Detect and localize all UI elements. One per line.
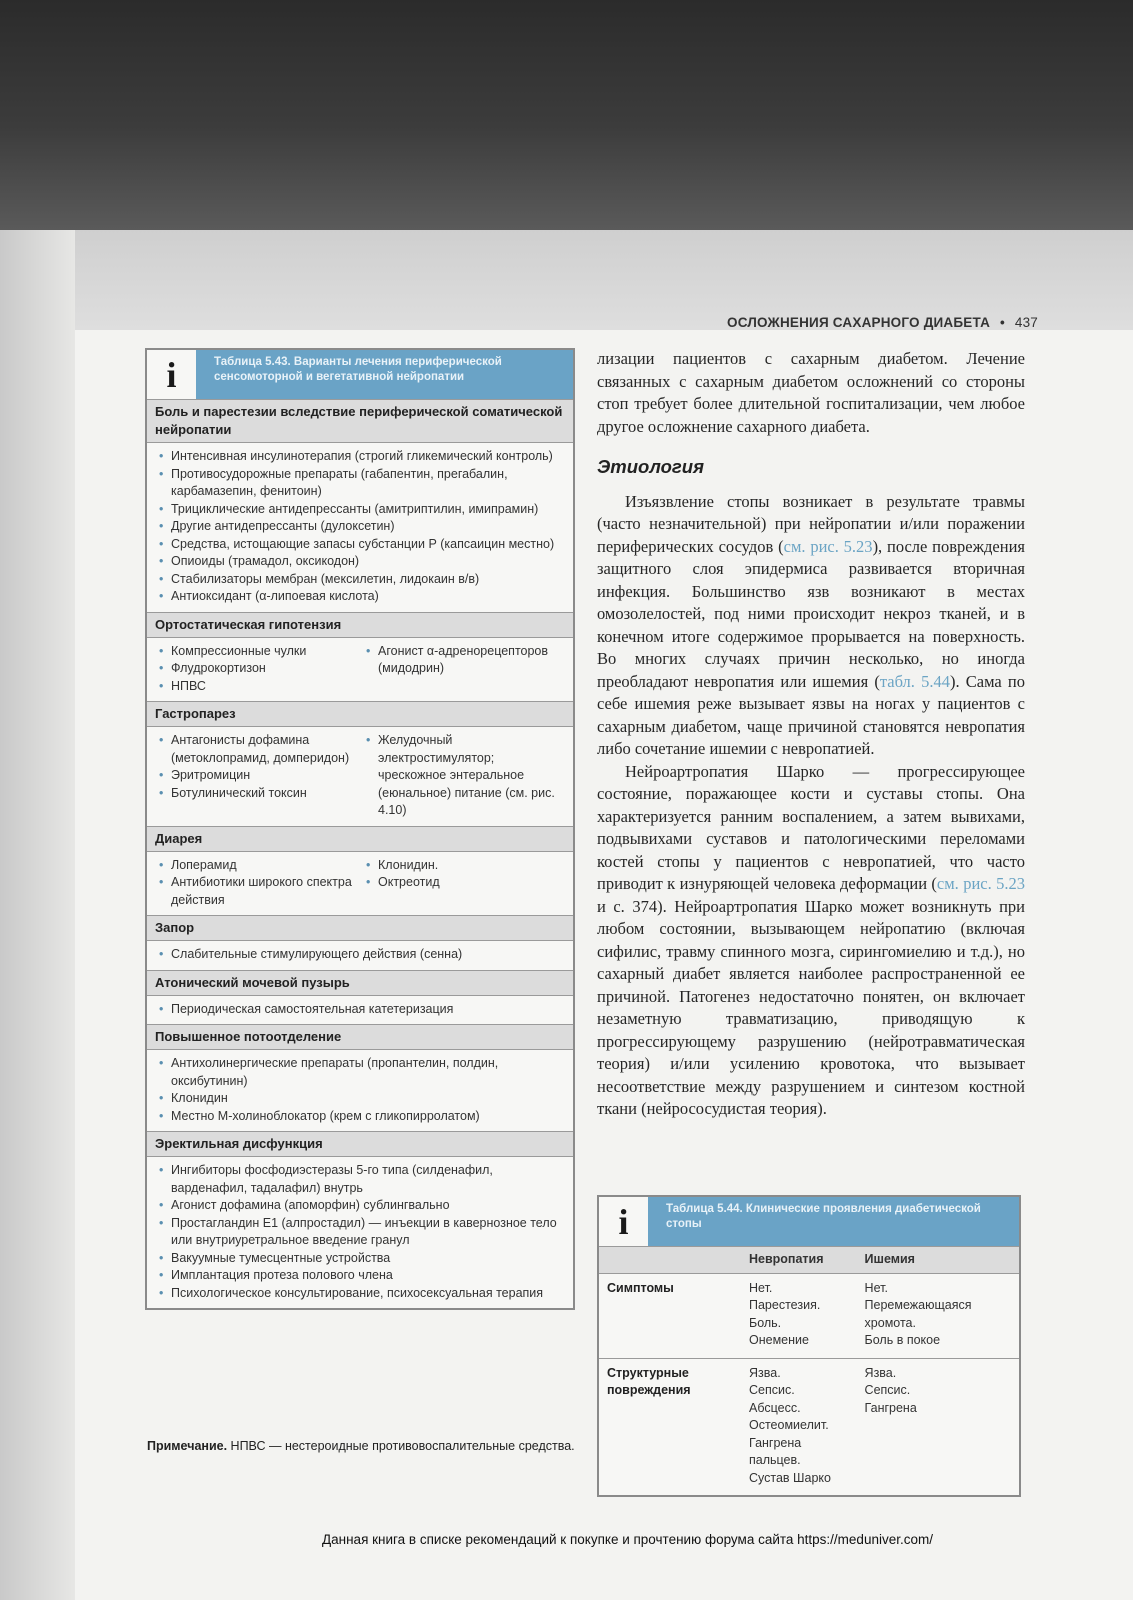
list-item: • Другие антидепрессанты (дулоксетин) xyxy=(157,518,563,536)
section-heading: Запор xyxy=(147,915,573,941)
list-item: • Интенсивная инсулинотерапия (строгий гликемический контроль) xyxy=(157,448,563,466)
section-heading: Атонический мочевой пузырь xyxy=(147,970,573,996)
table-cell xyxy=(741,1273,857,1358)
list-item: • Клонидин xyxy=(157,1090,563,1108)
cell-line: Сепсис. xyxy=(864,1383,911,1397)
list-item: • Эритромицин xyxy=(157,767,356,785)
section-body xyxy=(147,1050,573,1131)
list-item: • Клонидин. xyxy=(364,857,563,875)
cell-line: Нет. xyxy=(864,1280,888,1295)
text-run: Изъязвление стопы возникает в результате травмы (часто незначительной) при нейропатии и/или поражении периферических сосудов ( xyxy=(597,491,1025,556)
treatment-list xyxy=(157,1162,563,1302)
column-header: Невропатия xyxy=(741,1247,857,1274)
list-item: • Средства, истощающие запасы субстанции Р (капсаицин местно) xyxy=(157,536,563,554)
list-item: • Слабительные стимулирующего действия (сенна) xyxy=(157,946,563,964)
table-link[interactable]: табл. 5.44 xyxy=(879,671,950,691)
section-title: Этиология xyxy=(597,456,704,477)
figure-link[interactable]: см. рис. 5.23 xyxy=(936,874,1025,893)
cell-line: Абсцесс. xyxy=(749,1400,801,1415)
section-heading: Ортостатическая гипотензия xyxy=(147,612,573,638)
table-5-43-header xyxy=(147,350,573,399)
list-item: • Антибиотики широкого спектра действия xyxy=(157,874,356,909)
treatment-list xyxy=(364,643,563,696)
list-item: • Антихолинергические препараты (пропантелин, полдин, оксибутинин) xyxy=(157,1055,563,1090)
running-head-separator: • xyxy=(999,315,1005,330)
treatment-list xyxy=(364,732,563,820)
cell-line: Гангрена пальцев. xyxy=(749,1435,802,1467)
table-5-43-title: Таблица 5.43. Варианты лечения периферической сенсомоторной и вегетативной нейропатии xyxy=(196,350,573,399)
table-note xyxy=(147,1437,577,1455)
column-header: Ишемия xyxy=(857,1247,1019,1274)
section-body xyxy=(147,852,573,916)
text-run: ), после повреждения защитного слоя эпидермиса развивается вторичная инфекция. Большинство язв возникают в местах омозолелостей, под ними происходит некроз тканей, и в конечном итоге содержимое прорывается на поверхность. Во многих случаях причин несколько, но иногда преобладают невропатия или ишемия ( xyxy=(597,536,1025,691)
table-5-43 xyxy=(145,348,575,1310)
list-item: • Местно М-холиноблокатор (крем с гликопирролатом) xyxy=(157,1108,563,1126)
footer-notice: Данная книга в списке рекомендаций к покупке и прочтению форума сайта https://meduniver.com/ xyxy=(322,1532,933,1547)
running-head-title: ОСЛОЖНЕНИЯ САХАРНОГО ДИАБЕТА xyxy=(727,315,991,330)
treatment-list xyxy=(157,857,356,910)
list-item: • Периодическая самостоятельная катетеризация xyxy=(157,1001,563,1019)
text-run: и с. 374). Нейроартропатия Шарко может возникнуть при любом состоянии, вызывающем нейропатию (включая сифилис, травму спинного мозга, сирингомиелию и т.д.), но сахарный диабет является наиболее распространенной ее причиной. Патогенез недостаточно понятен, он включает незаметную травматизацию, приводящую к прогрессирующему разрушению (нейротравматическая теория) и/или усилению кровотока, что вызывает несоответствие между разрушением и синтезом костной ткани (нейрососудистая теория). xyxy=(597,896,1025,1118)
list-item: • Противосудорожные препараты (габапентин, прегабалин, карбамазепин, фенитоин) xyxy=(157,466,563,501)
table-5-44 xyxy=(597,1195,1021,1497)
cell-line: Сепсис. xyxy=(749,1383,795,1397)
table-cell xyxy=(857,1273,1019,1358)
cell-line: Язва. xyxy=(749,1365,781,1380)
list-item: • Ингибиторы фосфодиэстеразы 5-го типа (силденафил, варденафил, тадалафил) внутрь xyxy=(157,1162,563,1197)
column-header xyxy=(599,1247,741,1274)
row-header: Структурные повреждения xyxy=(599,1358,741,1495)
scan-top-shadow xyxy=(0,0,1133,230)
section-body xyxy=(147,941,573,970)
section-heading: Гастропарез xyxy=(147,701,573,727)
figure-link[interactable]: см. рис. 5.23 xyxy=(783,536,873,556)
foot-signs-table xyxy=(599,1246,1019,1495)
paragraph: лизации пациентов с сахарным диабетом. Лечение связанных с сахарным диабетом осложнений со стороны стоп требует более длительной госпитализации, чем любое другое осложнение сахарного диабета. xyxy=(597,349,1025,436)
text-run: Нейроартропатия Шарко — прогрессирующее состояние, поражающее кости и суставы стопы. Она характеризуется ранним воспалением, а затем вывихами, подвывихами суставов и патологическими переломами костей стопы у пациентов с невропатией, что часто приводит к изнуряющей человека деформации ( xyxy=(597,761,1025,893)
section-heading: Эректильная дисфункция xyxy=(147,1131,573,1157)
section-body xyxy=(147,996,573,1025)
section-body xyxy=(147,1157,573,1308)
list-item: • Желудочный электростимулятор; чрескожное энтеральное (еюнальное) питание (см. рис. 4.10) xyxy=(364,732,563,820)
table-5-44-header xyxy=(599,1197,1019,1246)
cell-line: Боль в покое xyxy=(864,1333,941,1347)
list-item: • Лоперамид xyxy=(157,857,356,875)
list-item: • Опиоиды (трамадол, оксикодон) xyxy=(157,553,563,571)
table-header-row xyxy=(599,1247,1019,1274)
table-row xyxy=(599,1358,1019,1495)
treatment-list xyxy=(157,1001,563,1019)
list-item: • Флудрокортизон xyxy=(157,660,356,678)
treatment-list xyxy=(157,643,356,696)
list-item: • Агонист дофамина (апоморфин) сублингвально xyxy=(157,1197,563,1215)
cell-line: Боль. xyxy=(749,1315,782,1330)
note-text: НПВС — нестероидные противовоспалительные средства. xyxy=(227,1439,575,1453)
text-run: ). Сама по себе ишемия реже вызывает язвы на ногах у пациентов с сахарным диабетом, чаще причиной становятся невропатия либо сочетание ишемии с невропатией. xyxy=(597,671,1025,758)
list-item: • НПВС xyxy=(157,678,356,696)
list-item: • Октреотид xyxy=(364,874,563,892)
list-item: • Ботулинический токсин xyxy=(157,785,356,803)
paragraph xyxy=(597,761,1025,1121)
treatment-list xyxy=(157,732,356,820)
cell-line: Парестезия. xyxy=(749,1298,821,1312)
cell-line: Перемежающаяся хромота. xyxy=(864,1298,972,1330)
section-body xyxy=(147,443,573,612)
page-number: 437 xyxy=(1014,315,1038,330)
table-cell xyxy=(741,1358,857,1495)
cell-line: Язва. xyxy=(864,1365,897,1380)
table-cell xyxy=(857,1358,1019,1495)
treatment-list xyxy=(364,857,563,910)
running-head xyxy=(727,315,1038,330)
list-item: • Компрессионные чулки xyxy=(157,643,356,661)
list-item: • Стабилизаторы мембран (мексилетин, лидокаин в/в) xyxy=(157,571,563,589)
table-row xyxy=(599,1273,1019,1358)
list-item: • Психологическое консультирование, психосексуальная терапия xyxy=(157,1285,563,1303)
body-text xyxy=(597,348,1025,1121)
table-5-44-title: Таблица 5.44. Клинические проявления диабетической стопы xyxy=(648,1197,1019,1246)
note-label: Примечание. xyxy=(147,1439,228,1453)
info-icon: i xyxy=(147,350,196,399)
book-page xyxy=(75,230,1133,1600)
paragraph xyxy=(597,491,1025,761)
cell-line: Онемение xyxy=(749,1333,809,1347)
cell-line: Остеомиелит. xyxy=(749,1418,829,1432)
list-item: • Антагонисты дофамина (метоклопрамид, домперидон) xyxy=(157,732,356,767)
cell-line: Сустав Шарко xyxy=(749,1470,831,1485)
list-item: • Антиоксидант (α-липоевая кислота) xyxy=(157,588,563,606)
treatment-list xyxy=(157,448,563,606)
cell-line: Нет. xyxy=(749,1280,773,1295)
row-header: Симптомы xyxy=(599,1273,741,1358)
treatment-list xyxy=(157,1055,563,1125)
section-body xyxy=(147,638,573,702)
list-item: • Простагландин E1 (алпростадил) — инъекции в кавернозное тело или внутриуретральное введение гранул xyxy=(157,1215,563,1250)
section-heading: Диарея xyxy=(147,826,573,852)
section-heading: Боль и парестезии вследствие периферической соматической нейропатии xyxy=(147,399,573,443)
cell-line: Гангрена xyxy=(864,1400,917,1415)
list-item: • Вакуумные тумесцентные устройства xyxy=(157,1250,563,1268)
list-item: • Имплантация протеза полового члена xyxy=(157,1267,563,1285)
list-item: • Агонист α-адренорецепторов (мидодрин) xyxy=(364,643,563,678)
list-item: • Трициклические антидепрессанты (амитриптилин, имипрамин) xyxy=(157,501,563,519)
scan-left-gutter xyxy=(0,230,75,1600)
treatment-list xyxy=(157,946,563,964)
info-icon: i xyxy=(599,1197,648,1246)
section-heading: Повышенное потоотделение xyxy=(147,1024,573,1050)
section-body xyxy=(147,727,573,826)
